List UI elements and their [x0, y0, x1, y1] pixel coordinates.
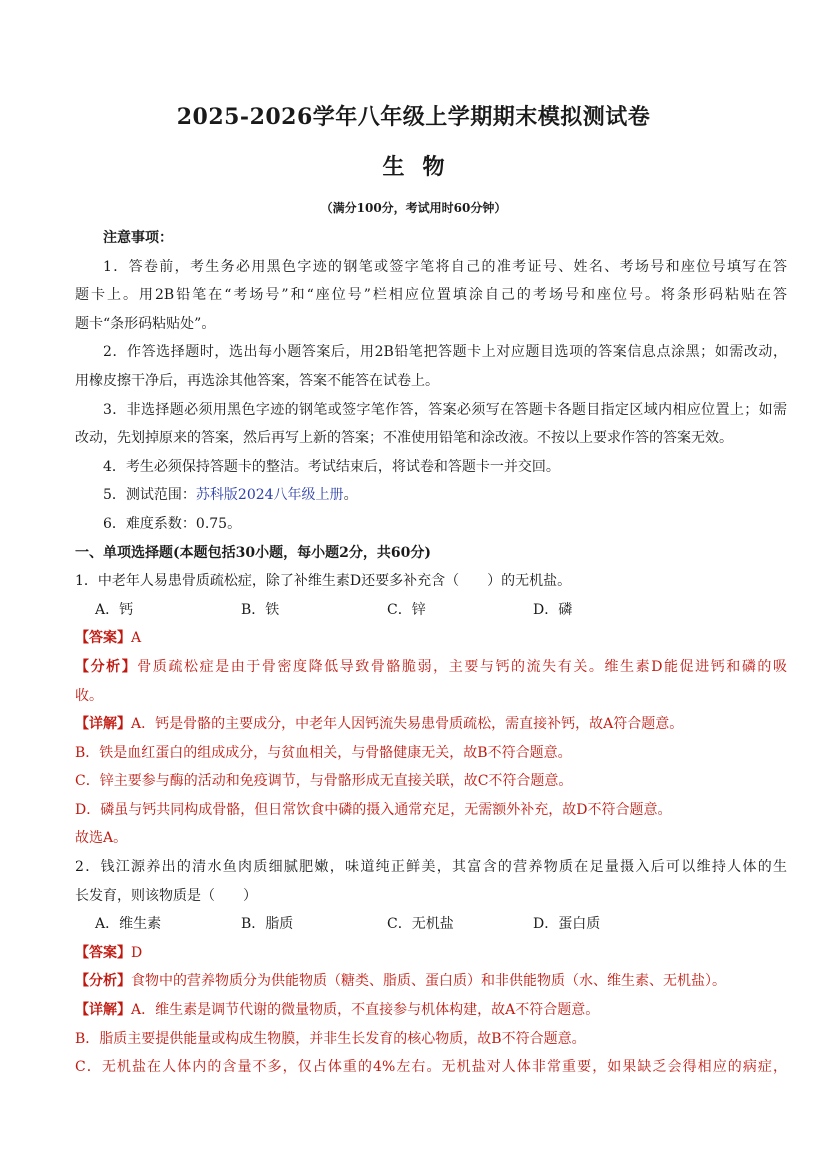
notice-item-5-prefix: 5．测试范围：: [103, 487, 196, 504]
q2-option-b: B．脂质: [241, 916, 294, 933]
notice-item-3-line-1: 3．非选择题必须用黑色字迹的钢笔或签字笔作答，答案必须写在答题卡各题目指定区域内相应位置上；如需: [103, 401, 787, 418]
q1-answer: [75, 624, 787, 653]
q2-detail-line-3: C．无机盐在人体内的含量不多，仅占体重的4%左右。无机盐对人体非常重要，如果缺乏会得相应的病症，: [75, 1059, 787, 1076]
q1-detail-tag: 【详解】: [75, 716, 131, 733]
document-body: [75, 224, 787, 1082]
q1-analysis-text: 骨质疏松症是由于骨密度降低导致骨骼脆弱，主要与钙的流失有关。维生素D能促进钙和磷的吸: [137, 658, 787, 675]
q1-stem: 1．中老年人易患骨质疏松症，除了补维生素D还要多补充含（ ）的无机盐。: [75, 573, 572, 590]
q2-option-c: C．无机盐: [387, 916, 454, 933]
q2-stem-line-1: 2．钱江源养出的清水鱼肉质细腻肥嫩，味道纯正鲜美，其富含的营养物质在足量摄入后可以维持人体的生: [75, 859, 787, 876]
q1-answer-tag: 【答案】: [75, 630, 131, 647]
q1-detail-line-3: C．锌主要参与酶的活动和免疫调节，与骨骼形成无直接关联，故C不符合题意。: [75, 773, 573, 790]
notice-item-1-line-1: 1．答卷前，考生务必用黑色字迹的钢笔或签字笔将自己的准考证号、姓名、考场号和座位号填写在答: [103, 258, 787, 275]
notice-item-1-line-3: 题卡“条形码粘贴处”。: [75, 315, 216, 332]
q1-detail-line-2: B．铁是血红蛋白的组成成分，与贫血相关，与骨骼健康无关，故B不符合题意。: [75, 744, 572, 761]
q1-option-c: C．锌: [387, 601, 426, 618]
q1-option-a: A．钙: [95, 601, 134, 618]
q1-option-b: B．铁: [241, 601, 280, 618]
q1-analysis-line-2: 收。: [75, 687, 103, 704]
q1-detail-line-4: D．磷虽与钙共同构成骨骼，但日常饮食中磷的摄入通常充足，无需额外补充，故D不符合题意。: [75, 801, 672, 818]
q2-detail-line-2: B．脂质主要提供能量或构成生物膜，并非生长发育的核心物质，故B不符合题意。: [75, 1030, 586, 1047]
q1-options: [75, 596, 787, 625]
q2-detail-text: A．维生素是调节代谢的微量物质，不直接参与机体构建，故A不符合题意。: [131, 1002, 600, 1019]
notice-item-6: 6．难度系数：0.75。: [103, 515, 242, 532]
q2-analysis-tag: 【分析】: [75, 973, 131, 990]
notice-heading: 注意事项：: [103, 230, 173, 246]
q2-detail-tag: 【详解】: [75, 1002, 131, 1019]
q1-conclusion: 故选A。: [75, 830, 128, 847]
notice-item-2-line-2: 用橡皮擦干净后，再选涂其他答案，答案不能答在试卷上。: [75, 372, 439, 389]
notice-item-2-line-1: 2．作答选择题时，选出每小题答案后，用2B铅笔把答题卡上对应题目选项的答案信息点涂黑；如需改动，: [103, 344, 787, 361]
q2-analysis: [75, 967, 787, 996]
q1-answer-value: A: [131, 630, 142, 647]
q1-analysis-line-1: [75, 653, 787, 682]
section-heading: 一、单项选择题(本题包括30小题，每小题2分，共60分): [75, 544, 431, 561]
q2-detail-line-1: [75, 996, 787, 1025]
q2-answer: [75, 939, 787, 968]
notice-item-3-line-2: 改动，先划掉原来的答案，然后再写上新的答案；不准使用铅笔和涂改液。不按以上要求作答的答案无效。: [75, 430, 733, 447]
notice-item-4: 4．考生必须保持答题卡的整洁。考试结束后，将试卷和答题卡一并交回。: [103, 458, 560, 475]
q2-option-a: A．维生素: [95, 916, 162, 933]
q2-analysis-text: 食物中的营养物质分为供能物质（糖类、脂质、蛋白质）和非供能物质（水、维生素、无机盐）。: [131, 973, 726, 990]
q2-answer-tag: 【答案】: [75, 944, 131, 961]
exam-subject: 生物: [382, 154, 463, 180]
notice-item-5: [75, 481, 787, 510]
q2-answer-value: D: [131, 944, 143, 961]
notice-item-5-suffix: 。: [343, 487, 358, 504]
exam-title: 2025-2026学年八年级上学期期末模拟测试卷: [176, 104, 651, 130]
q1-option-d: D．磷: [533, 601, 573, 618]
q1-detail-text: A．钙是骨骼的主要成分，中老年人因钙流失易患骨质疏松，需直接补钙，故A符合题意。: [131, 716, 684, 733]
q1-detail-line-1: [75, 710, 787, 739]
q2-stem-line-2: 长发育，则该物质是（ ）: [75, 887, 257, 904]
q2-options: [75, 910, 787, 939]
q2-option-d: D．蛋白质: [533, 916, 601, 933]
test-range: 苏科版2024八年级上册: [195, 487, 344, 504]
exam-note: （满分100分，考试用时60分钟）: [320, 201, 507, 215]
notice-item-1-line-2: 题卡上。用2B铅笔在“考场号”和“座位号”栏相应位置填涂自己的考场号和座位号。将条形码粘贴在答: [75, 287, 787, 304]
q1-analysis-tag: 【分析】: [75, 658, 138, 675]
